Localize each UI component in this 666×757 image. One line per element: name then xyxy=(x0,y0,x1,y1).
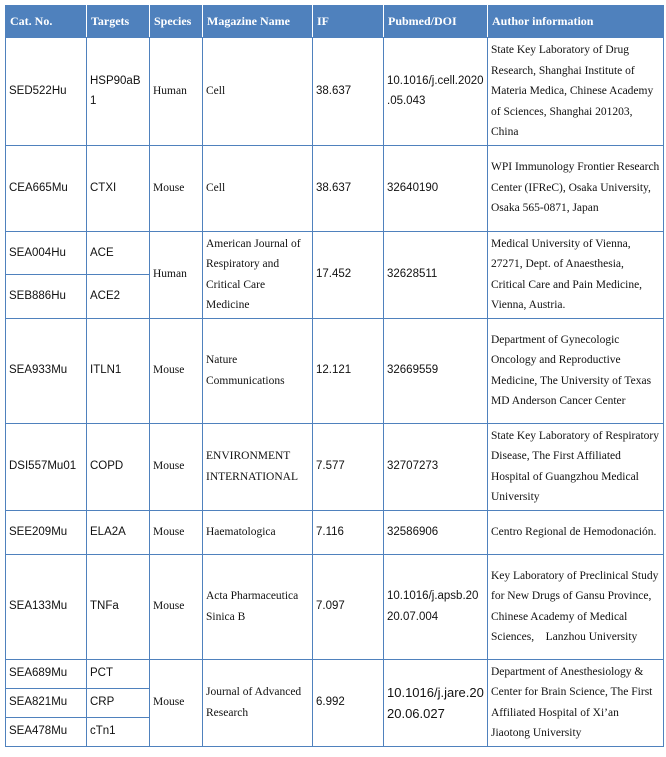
cell-target: CRP xyxy=(87,688,150,717)
cell-doi: 32640190 xyxy=(384,145,488,231)
col-header-author: Author information xyxy=(488,6,664,38)
cell-if: 17.452 xyxy=(313,231,384,318)
cell-magazine: Cell xyxy=(203,38,313,146)
cell-species: Mouse xyxy=(150,659,203,746)
table-row xyxy=(6,145,664,231)
cell-if: 12.121 xyxy=(313,318,384,423)
col-header-magazine: Magazine Name xyxy=(203,6,313,38)
cell-magazine: American Journal of Respiratory and Critical Care Medicine xyxy=(203,231,313,318)
header-row xyxy=(6,6,664,38)
publication-table xyxy=(5,5,664,747)
cell-author: Key Laboratory of Preclinical Study for New Drugs of Gansu Province, Chinese Academy of Medical Sciences, Lanzhou University xyxy=(488,554,664,659)
cell-cat-no: SED522Hu xyxy=(6,38,87,146)
col-header-cat-no: Cat. No. xyxy=(6,6,87,38)
cell-magazine: Haematologica xyxy=(203,510,313,554)
cell-cat-no: SEE209Mu xyxy=(6,510,87,554)
cell-cat-no: SEB886Hu xyxy=(6,275,87,319)
table-row xyxy=(6,659,664,688)
cell-cat-no: SEA133Mu xyxy=(6,554,87,659)
cell-magazine: Nature Communications xyxy=(203,318,313,423)
cell-author: State Key Laboratory of Respiratory Disease, The First Affiliated Hospital of Guangzhou Medical University xyxy=(488,423,664,510)
table-row xyxy=(6,510,664,554)
cell-doi: 32586906 xyxy=(384,510,488,554)
col-header-species: Species xyxy=(150,6,203,38)
cell-author: WPI Immunology Frontier Research Center (IFReC), Osaka University, Osaka 565-0871, Japan xyxy=(488,145,664,231)
cell-target: TNFa xyxy=(87,554,150,659)
cell-target: CTXI xyxy=(87,145,150,231)
cell-doi: 10.1016/j.apsb.2020.07.004 xyxy=(384,554,488,659)
cell-author: Department of Anesthesiology & Center for Brain Science, The First Affiliated Hospital of Xi’an Jiaotong University xyxy=(488,659,664,746)
col-header-targets: Targets xyxy=(87,6,150,38)
cell-target: ELA2A xyxy=(87,510,150,554)
cell-target: ACE xyxy=(87,231,150,275)
table-row xyxy=(6,554,664,659)
cell-species: Mouse xyxy=(150,318,203,423)
table-row xyxy=(6,231,664,275)
cell-target: cTn1 xyxy=(87,717,150,746)
cell-doi: 10.1016/j.jare.2020.06.027 xyxy=(384,659,488,746)
cell-target: COPD xyxy=(87,423,150,510)
cell-magazine: Cell xyxy=(203,145,313,231)
publication-table-container xyxy=(5,5,664,747)
cell-if: 7.577 xyxy=(313,423,384,510)
cell-cat-no: DSI557Mu01 xyxy=(6,423,87,510)
cell-author: Medical University of Vienna, 27271, Dept. of Anaesthesia, Critical Care and Pain Medicine, Vienna, Austria. xyxy=(488,231,664,318)
cell-magazine: Journal of Advanced Research xyxy=(203,659,313,746)
table-row xyxy=(6,38,664,146)
cell-target: ITLN1 xyxy=(87,318,150,423)
cell-magazine: ENVIRONMENT INTERNATIONAL xyxy=(203,423,313,510)
cell-target: ACE2 xyxy=(87,275,150,319)
cell-species: Mouse xyxy=(150,145,203,231)
cell-cat-no: SEA689Mu xyxy=(6,659,87,688)
cell-if: 6.992 xyxy=(313,659,384,746)
cell-author: Department of Gynecologic Oncology and Reproductive Medicine, The University of Texas MD Anderson Cancer Center xyxy=(488,318,664,423)
table-row xyxy=(6,423,664,510)
cell-species: Mouse xyxy=(150,510,203,554)
cell-cat-no: SEA821Mu xyxy=(6,688,87,717)
cell-cat-no: SEA478Mu xyxy=(6,717,87,746)
table-row xyxy=(6,318,664,423)
cell-species: Mouse xyxy=(150,423,203,510)
cell-cat-no: SEA004Hu xyxy=(6,231,87,275)
cell-target: HSP90aB1 xyxy=(87,38,150,146)
cell-cat-no: CEA665Mu xyxy=(6,145,87,231)
cell-doi: 32628511 xyxy=(384,231,488,318)
cell-species: Mouse xyxy=(150,554,203,659)
cell-if: 38.637 xyxy=(313,38,384,146)
cell-magazine: Acta Pharmaceutica Sinica B xyxy=(203,554,313,659)
cell-author: Centro Regional de Hemodonación. xyxy=(488,510,664,554)
col-header-if: IF xyxy=(313,6,384,38)
cell-if: 7.116 xyxy=(313,510,384,554)
cell-doi: 32669559 xyxy=(384,318,488,423)
cell-species: Human xyxy=(150,38,203,146)
cell-cat-no: SEA933Mu xyxy=(6,318,87,423)
cell-if: 38.637 xyxy=(313,145,384,231)
col-header-doi: Pubmed/DOI xyxy=(384,6,488,38)
cell-doi: 32707273 xyxy=(384,423,488,510)
cell-author: State Key Laboratory of Drug Research, Shanghai Institute of Materia Medica, Chinese Academy of Sciences, Shanghai 201203, China xyxy=(488,38,664,146)
cell-doi: 10.1016/j.cell.2020.05.043 xyxy=(384,38,488,146)
cell-target: PCT xyxy=(87,659,150,688)
cell-species: Human xyxy=(150,231,203,318)
cell-if: 7.097 xyxy=(313,554,384,659)
